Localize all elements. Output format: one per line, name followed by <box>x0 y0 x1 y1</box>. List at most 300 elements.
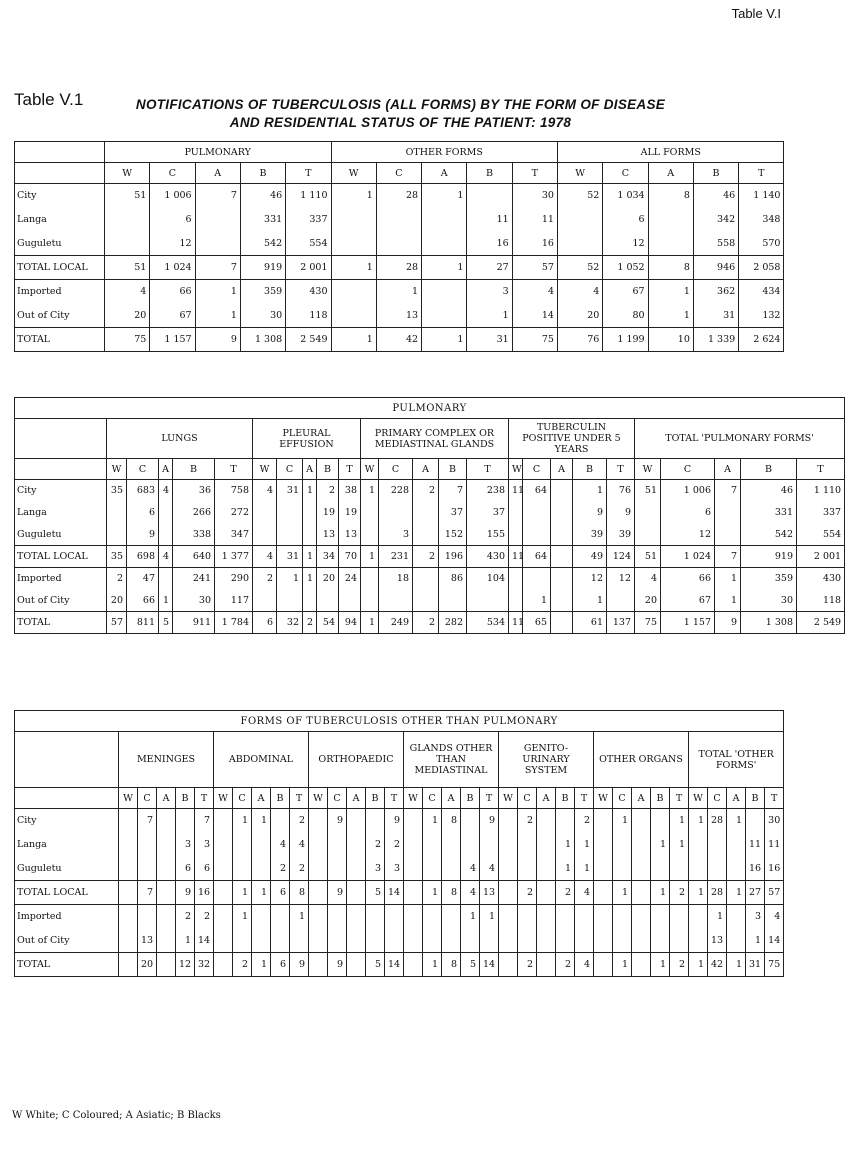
table-row <box>15 256 784 280</box>
table-row <box>15 546 845 568</box>
row-label: Imported <box>15 905 119 929</box>
table-cell: 554 <box>286 232 331 256</box>
table-cell <box>157 905 176 929</box>
table-cell <box>347 881 366 905</box>
table-cell <box>159 524 173 546</box>
table-cell: 1 <box>573 590 607 612</box>
table-cell: 20 <box>105 304 150 328</box>
table-cell: 9 <box>573 502 607 524</box>
table-cell: 28 <box>376 256 421 280</box>
table-cell <box>523 524 551 546</box>
column-header-t: T <box>670 788 689 809</box>
table-cell <box>613 857 632 881</box>
table-cell <box>253 590 277 612</box>
table-cell: 534 <box>467 612 509 634</box>
row-label: Out of City <box>15 590 107 612</box>
table-pulmonary <box>14 397 845 634</box>
table-cell: 4 <box>105 280 150 304</box>
table-cell <box>537 857 556 881</box>
table-cell: 331 <box>741 502 797 524</box>
table-cell <box>107 524 127 546</box>
table-cell: 9 <box>195 328 240 352</box>
table-cell: 9 <box>127 524 159 546</box>
table-cell <box>105 208 150 232</box>
group-header-total-pulmonary: TOTAL 'PULMONARY FORMS' <box>635 419 845 459</box>
table-cell: 4 <box>271 833 290 857</box>
table-cell: 86 <box>439 568 467 590</box>
table-cell: 266 <box>173 502 215 524</box>
table-cell: 1 006 <box>150 184 195 208</box>
column-header-w: W <box>119 788 138 809</box>
table-cell <box>233 833 252 857</box>
table-cell <box>715 502 741 524</box>
table-cell <box>138 905 157 929</box>
table-cell: 1 <box>461 905 480 929</box>
table-cell <box>366 929 385 953</box>
table-cell: 1 <box>651 833 670 857</box>
table-cell <box>632 929 651 953</box>
table-cell: 28 <box>708 809 727 833</box>
table-cell: 542 <box>741 524 797 546</box>
table-cell: 13 <box>317 524 339 546</box>
table-row <box>15 280 784 304</box>
table-cell <box>379 590 413 612</box>
table-cell: 19 <box>339 502 361 524</box>
table-cell <box>157 809 176 833</box>
table-cell <box>727 833 746 857</box>
table-cell <box>648 208 693 232</box>
column-header-a: A <box>347 788 366 809</box>
table-cell: 13 <box>339 524 361 546</box>
table-cell <box>253 502 277 524</box>
table-cell: 1 <box>303 546 317 568</box>
table-cell: 12 <box>661 524 715 546</box>
table-cell <box>551 590 573 612</box>
table-cell <box>331 280 376 304</box>
table-cell <box>331 208 376 232</box>
column-header-a: A <box>648 163 693 184</box>
column-header-a: A <box>195 163 240 184</box>
table-cell <box>422 232 467 256</box>
table-cell <box>303 590 317 612</box>
table-cell: 1 006 <box>661 480 715 502</box>
table-cell: 1 <box>303 568 317 590</box>
table-cell <box>347 833 366 857</box>
table-cell: 1 157 <box>150 328 195 352</box>
table-cell <box>309 857 328 881</box>
table-cell: 11 <box>509 480 523 502</box>
table-row <box>15 502 845 524</box>
table-cell: 1 308 <box>240 328 285 352</box>
table-cell: 342 <box>693 208 738 232</box>
column-header-c: C <box>708 788 727 809</box>
table-cell: 132 <box>739 304 784 328</box>
table-cell <box>119 833 138 857</box>
column-header-b: B <box>461 788 480 809</box>
table-cell <box>253 524 277 546</box>
table-cell: 31 <box>277 480 303 502</box>
table-cell <box>594 953 613 977</box>
table-cell <box>439 590 467 612</box>
column-header-w: W <box>509 459 523 480</box>
table-cell <box>632 905 651 929</box>
table-cell <box>727 857 746 881</box>
table-cell <box>689 905 708 929</box>
table-cell <box>461 809 480 833</box>
table-cell: 6 <box>271 953 290 977</box>
table-cell: 3 <box>385 857 404 881</box>
table-cell <box>361 568 379 590</box>
column-header-w: W <box>594 788 613 809</box>
table-cell: 61 <box>573 612 607 634</box>
table-cell: 1 <box>613 881 632 905</box>
table-cell: 51 <box>635 546 661 568</box>
table-cell <box>347 809 366 833</box>
table-cell: 1 <box>648 304 693 328</box>
table-cell <box>537 929 556 953</box>
table-cell: 57 <box>512 256 557 280</box>
table-row <box>15 857 784 881</box>
table-cell: 1 <box>376 280 421 304</box>
table-cell <box>119 905 138 929</box>
table-cell: 1 <box>331 184 376 208</box>
table-cell: 811 <box>127 612 159 634</box>
table-cell: 2 <box>413 612 439 634</box>
column-header-t: T <box>339 459 361 480</box>
column-header-c: C <box>661 459 715 480</box>
table-cell: 7 <box>195 184 240 208</box>
table-cell <box>651 929 670 953</box>
table-cell <box>347 953 366 977</box>
group-header-primary-complex: PRIMARY COMPLEX OR MEDIASTINAL GLANDS <box>361 419 509 459</box>
table-cell <box>509 590 523 612</box>
row-label: TOTAL LOCAL <box>15 546 107 568</box>
table-cell <box>271 905 290 929</box>
table-other-forms <box>14 710 784 977</box>
table-cell: 7 <box>138 881 157 905</box>
table-cell: 2 <box>413 480 439 502</box>
table-cell <box>328 857 347 881</box>
table-cell: 117 <box>215 590 253 612</box>
table-cell: 1 <box>480 905 499 929</box>
table-cell <box>214 929 233 953</box>
row-label: Imported <box>15 568 107 590</box>
group-header-all-forms: ALL FORMS <box>557 142 783 163</box>
table-cell <box>233 857 252 881</box>
column-header-a: A <box>632 788 651 809</box>
table-cell: 16 <box>746 857 765 881</box>
table-cell: 558 <box>693 232 738 256</box>
table-cell <box>331 232 376 256</box>
table-cell: 75 <box>765 953 784 977</box>
table-cell <box>537 953 556 977</box>
table-cell <box>632 833 651 857</box>
table-cell: 51 <box>105 184 150 208</box>
table-cell: 12 <box>176 953 195 977</box>
table-cell <box>423 833 442 857</box>
table-cell: 66 <box>150 280 195 304</box>
table-cell <box>689 833 708 857</box>
column-header-b: B <box>240 163 285 184</box>
table-cell: 94 <box>339 612 361 634</box>
column-header-c: C <box>613 788 632 809</box>
table-cell <box>537 905 556 929</box>
table-cell <box>708 833 727 857</box>
row-label: Langa <box>15 502 107 524</box>
table-cell: 31 <box>693 304 738 328</box>
row-label: Guguletu <box>15 524 107 546</box>
table-cell: 1 <box>467 304 512 328</box>
column-header-b: B <box>439 459 467 480</box>
table-cell <box>708 857 727 881</box>
table-cell: 1 <box>423 809 442 833</box>
table-cell: 8 <box>648 256 693 280</box>
table-cell <box>689 929 708 953</box>
column-header-b: B <box>693 163 738 184</box>
table-cell <box>277 502 303 524</box>
table-group-header-row <box>15 732 784 788</box>
table-cell: 1 <box>573 480 607 502</box>
table-cell: 2 <box>107 568 127 590</box>
table-cell: 1 <box>331 328 376 352</box>
group-header-genito-urinary: GENITO-URINARY SYSTEM <box>499 732 594 788</box>
table-cell <box>594 905 613 929</box>
table-row <box>15 833 784 857</box>
table-cell <box>670 929 689 953</box>
table-cell: 155 <box>467 524 509 546</box>
page-header-label: Table V.I <box>731 6 781 21</box>
table-cell: 3 <box>746 905 765 929</box>
margin-table-label: Table V.1 <box>14 90 84 109</box>
table-cell <box>277 590 303 612</box>
column-header-c: C <box>150 163 195 184</box>
table-cell: 3 <box>379 524 413 546</box>
table-row <box>15 184 784 208</box>
table-cell: 4 <box>461 857 480 881</box>
column-header-c: C <box>277 459 303 480</box>
table-cell: 9 <box>715 612 741 634</box>
table-cell: 104 <box>467 568 509 590</box>
table-cell <box>328 905 347 929</box>
table-cell: 2 <box>195 905 214 929</box>
group-header-pleural-effusion: PLEURAL EFFUSION <box>253 419 361 459</box>
table-cell <box>594 809 613 833</box>
row-label: Guguletu <box>15 232 105 256</box>
table-cell <box>119 929 138 953</box>
column-header-b: B <box>741 459 797 480</box>
table-cell: 7 <box>195 809 214 833</box>
table-cell: 2 <box>518 809 537 833</box>
column-header-c: C <box>518 788 537 809</box>
table-cell: 1 <box>715 568 741 590</box>
table-cell: 49 <box>573 546 607 568</box>
table-cell <box>551 546 573 568</box>
table-cell: 80 <box>603 304 648 328</box>
table-cell: 1 <box>689 953 708 977</box>
table-cell <box>303 502 317 524</box>
table-cell: 6 <box>195 857 214 881</box>
table-cell: 4 <box>575 881 594 905</box>
table-row <box>15 612 845 634</box>
table-cell: 1 <box>361 480 379 502</box>
column-header-w: W <box>557 163 602 184</box>
table-cell: 1 <box>689 881 708 905</box>
table-cell: 4 <box>480 857 499 881</box>
table-cell: 39 <box>573 524 607 546</box>
table-cell: 1 377 <box>215 546 253 568</box>
table-cell <box>317 590 339 612</box>
table-cell <box>499 833 518 857</box>
column-header-a: A <box>303 459 317 480</box>
table-cell <box>746 809 765 833</box>
table-cell: 1 <box>422 328 467 352</box>
table-cell: 42 <box>708 953 727 977</box>
column-header-t: T <box>797 459 845 480</box>
table-cell: 1 <box>727 953 746 977</box>
table-cell <box>404 953 423 977</box>
table-cell: 27 <box>746 881 765 905</box>
table-cell <box>613 833 632 857</box>
table-cell <box>157 833 176 857</box>
table-cell <box>575 905 594 929</box>
table-cell: 282 <box>439 612 467 634</box>
table-cell <box>556 809 575 833</box>
table-cell: 9 <box>290 953 309 977</box>
column-header-a: A <box>727 788 746 809</box>
table-row <box>15 929 784 953</box>
column-header-c: C <box>138 788 157 809</box>
group-header-tuberculin-positive: TUBERCULIN POSITIVE UNDER 5 YEARS <box>509 419 635 459</box>
column-header-c: C <box>127 459 159 480</box>
table-cell <box>422 304 467 328</box>
table-cell: 1 <box>651 881 670 905</box>
group-header-meninges: MENINGES <box>119 732 214 788</box>
table-cell <box>328 833 347 857</box>
column-header-w: W <box>331 163 376 184</box>
table-cell <box>613 929 632 953</box>
table-cell: 46 <box>240 184 285 208</box>
table-cell <box>385 929 404 953</box>
table-row <box>15 304 784 328</box>
table-title-line-1: NOTIFICATIONS OF TUBERCULOSIS (ALL FORMS) BY THE FORM OF DISEASE <box>135 97 666 112</box>
table-cell <box>404 929 423 953</box>
table-cell: 31 <box>746 953 765 977</box>
table-cell: 12 <box>603 232 648 256</box>
table-cell: 1 <box>290 905 309 929</box>
column-header-row <box>15 788 784 809</box>
table-cell: 434 <box>739 280 784 304</box>
table-cell: 698 <box>127 546 159 568</box>
table-cell: 1 <box>575 833 594 857</box>
table-cell <box>523 568 551 590</box>
table-cell <box>518 929 537 953</box>
table-cell <box>138 833 157 857</box>
table-cell: 1 <box>613 809 632 833</box>
table-cell: 3 <box>467 280 512 304</box>
table-cell: 758 <box>215 480 253 502</box>
row-label: Imported <box>15 280 105 304</box>
table-cell: 1 <box>195 304 240 328</box>
table-cell: 5 <box>159 612 173 634</box>
table-cell: 30 <box>240 304 285 328</box>
table-cell <box>214 905 233 929</box>
column-header-row <box>15 163 784 184</box>
table-cell <box>309 953 328 977</box>
table-cell <box>422 280 467 304</box>
table-cell <box>404 881 423 905</box>
table-cell <box>309 809 328 833</box>
table-cell: 1 024 <box>150 256 195 280</box>
table-cell <box>557 232 602 256</box>
table-cell: 9 <box>385 809 404 833</box>
table-row <box>15 809 784 833</box>
table-cell: 5 <box>366 953 385 977</box>
column-header-a: A <box>159 459 173 480</box>
table-cell <box>119 953 138 977</box>
table-cell: 554 <box>797 524 845 546</box>
table-cell <box>138 857 157 881</box>
table-cell: 12 <box>573 568 607 590</box>
table-cell: 11 <box>765 833 784 857</box>
table-cell <box>271 809 290 833</box>
table-cell: 4 <box>253 546 277 568</box>
table-cell <box>339 590 361 612</box>
table-cell: 430 <box>286 280 331 304</box>
footnote: W White; C Coloured; A Asiatic; B Blacks <box>12 1110 221 1121</box>
table-cell: 11 <box>467 208 512 232</box>
table-cell: 1 <box>252 881 271 905</box>
table-cell: 2 <box>556 953 575 977</box>
table-cell <box>632 809 651 833</box>
table-cell: 1 <box>361 612 379 634</box>
table-cell <box>537 833 556 857</box>
table-cell: 2 549 <box>797 612 845 634</box>
table-cell: 14 <box>195 929 214 953</box>
table-cell: 7 <box>715 480 741 502</box>
table-cell <box>195 208 240 232</box>
column-header-b: B <box>573 459 607 480</box>
table-cell: 6 <box>661 502 715 524</box>
table-cell: 67 <box>603 280 648 304</box>
column-header-b: B <box>746 788 765 809</box>
table-cell <box>252 905 271 929</box>
table-cell <box>689 857 708 881</box>
table-cell: 8 <box>442 809 461 833</box>
table-cell: 54 <box>317 612 339 634</box>
table-cell: 24 <box>339 568 361 590</box>
row-label: Langa <box>15 208 105 232</box>
table-cell: 362 <box>693 280 738 304</box>
table-cell <box>575 929 594 953</box>
table-cell: 4 <box>765 905 784 929</box>
table-cell: 347 <box>215 524 253 546</box>
table-cell: 70 <box>339 546 361 568</box>
table-cell <box>404 905 423 929</box>
table-cell <box>670 857 689 881</box>
table-cell <box>328 929 347 953</box>
column-header-w: W <box>361 459 379 480</box>
table-cell <box>361 502 379 524</box>
table-cell: 2 <box>366 833 385 857</box>
table-cell <box>376 232 421 256</box>
table-cell: 75 <box>512 328 557 352</box>
table-cell: 46 <box>741 480 797 502</box>
table-cell: 3 <box>366 857 385 881</box>
column-header-t: T <box>286 163 331 184</box>
column-header-t: T <box>467 459 509 480</box>
table-cell: 1 <box>159 590 173 612</box>
table-cell: 430 <box>467 546 509 568</box>
